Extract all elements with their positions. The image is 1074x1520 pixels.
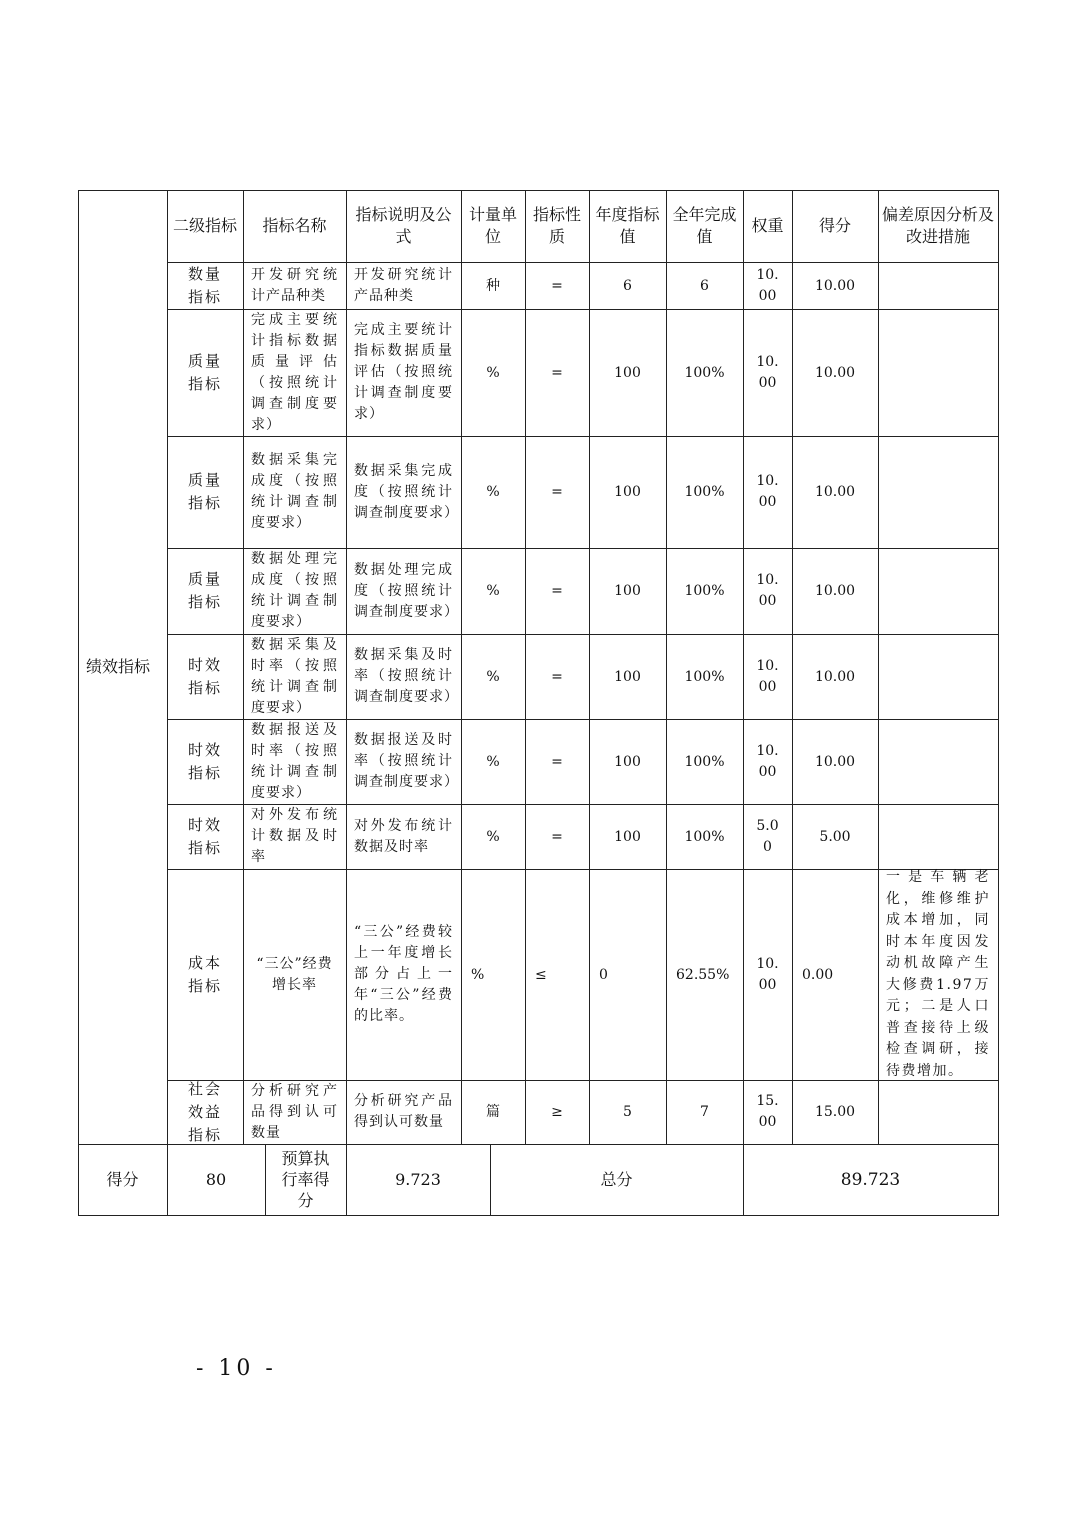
header-weight: 权重 bbox=[751, 216, 784, 235]
row-8-actual: 62.55% bbox=[676, 966, 730, 983]
header-name: 指标名称 bbox=[262, 216, 327, 235]
row-6-desc: 数据报送及时率（按照统计调查制度要求） bbox=[354, 732, 459, 790]
header-level2: 二级指标 bbox=[172, 216, 237, 235]
row-6-level2: 时效指标 bbox=[187, 740, 222, 782]
row-4-weight: 10.00 bbox=[756, 572, 779, 609]
row-1-level2: 数量指标 bbox=[187, 264, 222, 306]
row-1-name: 开发研究统计产品种类 bbox=[251, 266, 338, 304]
row-2-nature: = bbox=[551, 364, 563, 381]
row-2-level2: 质量指标 bbox=[187, 351, 222, 393]
row-9-unit: 篇 bbox=[486, 1104, 500, 1120]
row-1-unit: 种 bbox=[486, 277, 500, 294]
row-8-name: “三公”经费增长率 bbox=[256, 955, 333, 993]
row-2-desc: 完成主要统计指标数据质量评估（按照统计调查制度要求） bbox=[354, 322, 453, 422]
row-8-deviation: 一是车辆老化，维修维护成本增加，同时本年度因发动机故障产生大修费1.97万元；二是人口普查接待上级检查调研，接待费增加。 bbox=[886, 869, 990, 1079]
header-score: 得分 bbox=[818, 216, 851, 235]
row-1-score: 10.00 bbox=[814, 277, 856, 294]
row-2-unit: % bbox=[486, 364, 500, 381]
row-5-unit: % bbox=[486, 668, 500, 685]
row-6-unit: % bbox=[486, 753, 500, 770]
row-6-nature: = bbox=[551, 753, 563, 770]
row-1-nature: = bbox=[551, 277, 563, 294]
row-6-name: 数据报送及时率（按照统计调查制度要求） bbox=[251, 721, 338, 801]
row-6-deviation bbox=[878, 719, 998, 804]
footer-score-value: 80 bbox=[205, 1169, 227, 1189]
row-9-deviation bbox=[878, 1080, 998, 1144]
row-9-nature: ≥ bbox=[551, 1104, 563, 1120]
table-border-bottom bbox=[78, 1215, 999, 1216]
row-5-nature: = bbox=[551, 668, 563, 685]
footer-score-label: 得分 bbox=[106, 1169, 139, 1189]
row-7-name: 对外发布统计数据及时率 bbox=[251, 807, 338, 865]
row-8-score: 0.00 bbox=[802, 966, 834, 983]
row-2-weight: 10.00 bbox=[756, 353, 779, 391]
row-1-actual: 6 bbox=[700, 277, 709, 294]
row-7-deviation bbox=[878, 804, 998, 869]
footer-budget-value: 9.723 bbox=[395, 1169, 441, 1189]
page-number: - 10 - bbox=[196, 1356, 277, 1381]
header-actual: 全年完成值 bbox=[672, 205, 737, 246]
row-5-target: 100 bbox=[614, 668, 641, 685]
row-2-name: 完成主要统计指标数据质量评估（按照统计调查制度要求） bbox=[251, 311, 338, 433]
row-3-nature: = bbox=[551, 484, 563, 500]
row-3-weight: 10.00 bbox=[756, 473, 779, 510]
row-4-level2: 质量指标 bbox=[187, 570, 222, 611]
row-6-weight: 10.00 bbox=[756, 742, 779, 780]
row-8-nature: ≤ bbox=[535, 966, 547, 983]
row-3-unit: % bbox=[486, 484, 500, 500]
row-3-actual: 100% bbox=[684, 484, 725, 500]
row-7-score: 5.00 bbox=[819, 828, 851, 845]
row-8-desc: “三公”经费较上一年度增长部分占上一年“三公”经费的比率。 bbox=[354, 924, 453, 1024]
row-3-target: 100 bbox=[614, 484, 641, 500]
row-8-unit: % bbox=[471, 966, 485, 983]
row-5-score: 10.00 bbox=[814, 668, 856, 685]
row-3-score: 10.00 bbox=[814, 484, 856, 500]
row-3-level2: 质量指标 bbox=[187, 471, 222, 512]
row-4-target: 100 bbox=[614, 583, 641, 599]
row-1-weight: 10.00 bbox=[756, 266, 779, 304]
footer-total-value: 89.723 bbox=[840, 1169, 901, 1190]
row-6-score: 10.00 bbox=[814, 753, 856, 770]
row-9-name: 分析研究产品得到认可数量 bbox=[251, 1082, 338, 1141]
row-5-actual: 100% bbox=[684, 668, 725, 685]
row-2-target: 100 bbox=[614, 364, 641, 381]
row-7-weight: 5.00 bbox=[756, 817, 779, 855]
row-9-score: 15.00 bbox=[814, 1104, 856, 1120]
footer-total-label: 总分 bbox=[600, 1169, 633, 1189]
row-4-desc: 数据处理完成度（按照统计调查制度要求） bbox=[354, 561, 459, 620]
row-5-deviation bbox=[878, 634, 998, 719]
row-1-desc: 开发研究统计产品种类 bbox=[354, 266, 453, 304]
row-9-level2: 社会效益指标 bbox=[187, 1079, 222, 1144]
row-1-target: 6 bbox=[623, 277, 632, 294]
row-7-level2: 时效指标 bbox=[187, 815, 222, 857]
row-7-unit: % bbox=[486, 828, 500, 845]
row-9-desc: 分析研究产品得到认可数量 bbox=[354, 1093, 453, 1130]
table-border-right bbox=[998, 190, 999, 1216]
row-4-nature: = bbox=[551, 583, 563, 599]
row-8-level2: 成本指标 bbox=[187, 953, 222, 995]
header-deviation: 偏差原因分析及改进措施 bbox=[882, 205, 995, 246]
row-9-weight: 15.00 bbox=[756, 1093, 779, 1130]
footer-budget-label: 预算执行率得分 bbox=[281, 1149, 330, 1210]
row-4-deviation bbox=[878, 548, 998, 634]
row-7-nature: = bbox=[551, 828, 563, 845]
row-5-desc: 数据采集及时率（按照统计调查制度要求） bbox=[354, 647, 459, 705]
row-2-deviation bbox=[878, 309, 998, 436]
row-9-target: 5 bbox=[623, 1104, 632, 1120]
row-6-target: 100 bbox=[614, 753, 641, 770]
header-desc: 指标说明及公式 bbox=[355, 205, 452, 246]
row-7-target: 100 bbox=[614, 828, 641, 845]
row-4-actual: 100% bbox=[684, 583, 725, 599]
row-5-level2: 时效指标 bbox=[187, 655, 222, 697]
row-4-score: 10.00 bbox=[814, 583, 856, 599]
row-9-actual: 7 bbox=[700, 1104, 709, 1120]
row-2-score: 10.00 bbox=[814, 364, 856, 381]
row-4-name: 数据处理完成度（按照统计调查制度要求） bbox=[251, 551, 338, 630]
row-7-desc: 对外发布统计数据及时率 bbox=[354, 817, 453, 855]
row-3-desc: 数据采集完成度（按照统计调查制度要求） bbox=[354, 462, 459, 521]
header-nature: 指标性质 bbox=[532, 205, 581, 246]
row-6-actual: 100% bbox=[684, 753, 725, 770]
row-8-weight: 10.00 bbox=[756, 955, 779, 993]
row-8-target: 0 bbox=[599, 966, 608, 983]
row-5-name: 数据采集及时率（按照统计调查制度要求） bbox=[251, 636, 338, 716]
header-target: 年度指标值 bbox=[595, 205, 660, 246]
category-label: 绩效指标 bbox=[86, 657, 151, 676]
row-3-name: 数据采集完成度（按照统计调查制度要求） bbox=[251, 452, 338, 531]
row-4-unit: % bbox=[486, 583, 500, 599]
row-3-deviation bbox=[878, 436, 998, 548]
row-7-actual: 100% bbox=[684, 828, 725, 845]
row-5-weight: 10.00 bbox=[756, 657, 779, 695]
row-2-actual: 100% bbox=[684, 364, 725, 381]
row-1-deviation bbox=[878, 262, 998, 309]
header-unit: 计量单位 bbox=[468, 205, 517, 246]
